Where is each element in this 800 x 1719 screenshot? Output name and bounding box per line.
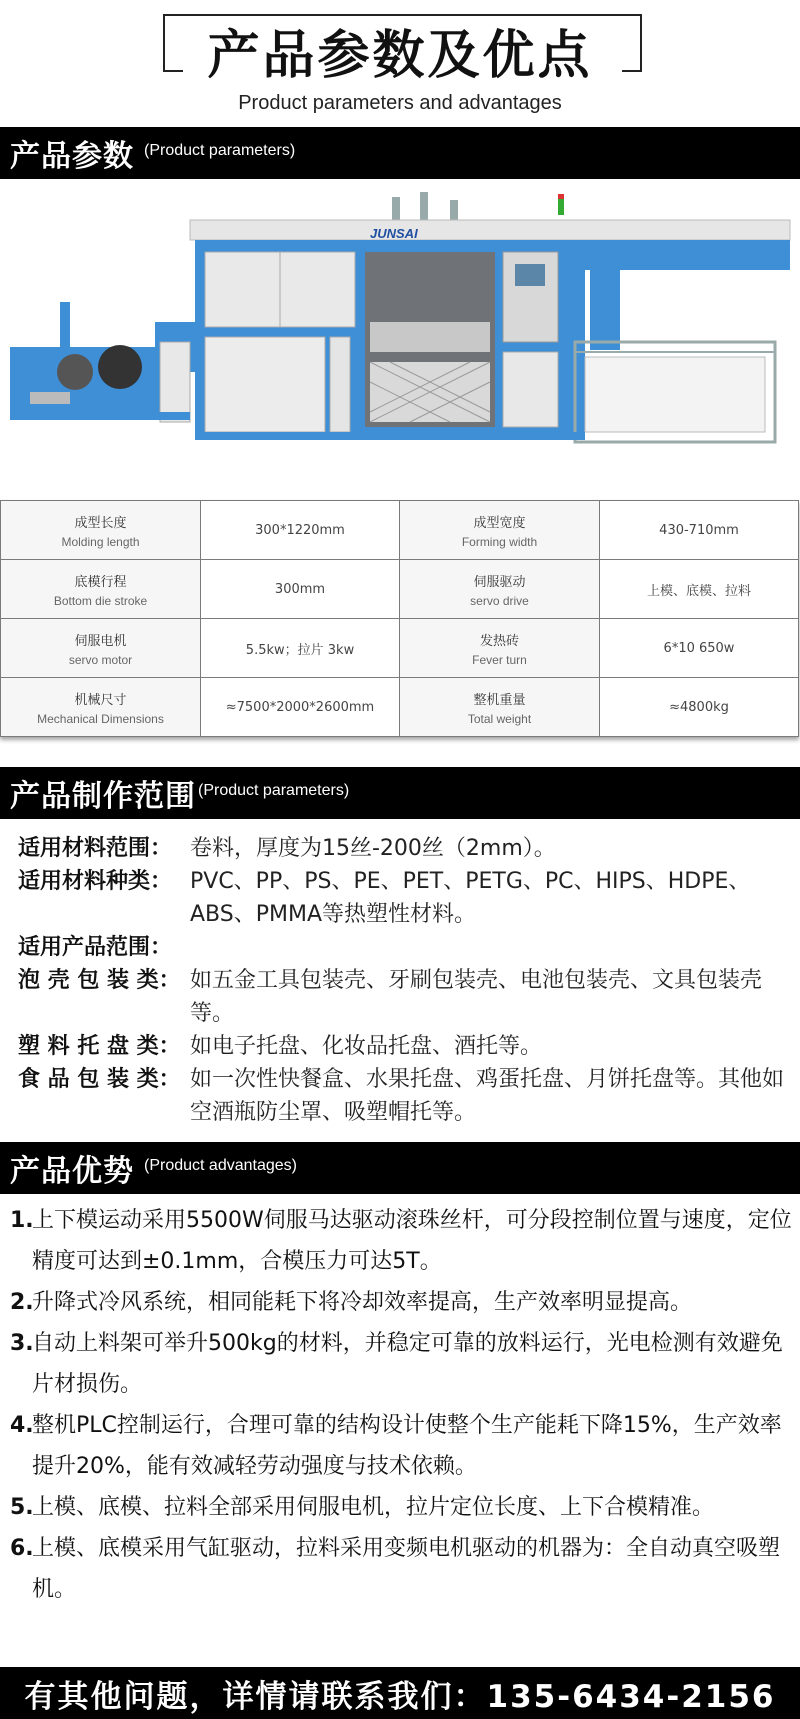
brand-logo: JUNSAI [370, 226, 418, 241]
section-title: 产品参数 [10, 139, 134, 174]
table-cell-value: 6*10 650w [600, 619, 799, 678]
list-item: 适用材料种类： PVC、PP、PS、PE、PET、PETG、PC、HIPS、HDPE、ABS、PMMA等热塑性材料。 [18, 869, 751, 927]
list-item: 1. 上下模运动采用5500W伺服马达驱动滚珠丝杆，可分段控制位置与速度，定位精度可达到±0.1mm，合模压力可达5T。 [10, 1208, 792, 1274]
section-title: 产品制作范围 [10, 779, 196, 814]
table-cell-value: 5.5kw；拉片 3kw [201, 619, 400, 678]
table-cell-value: ≈7500*2000*2600mm [201, 678, 400, 737]
scope-list [18, 832, 798, 1129]
list-item: 泡 壳 包 装 类： 如五金工具包装壳、牙刷包装壳、电池包装壳、文具包装壳等。 [18, 968, 763, 1026]
table-row [1, 560, 799, 619]
table-cell-label: 整机重量 Total weight [400, 678, 600, 737]
list-item: 2. 升降式冷风系统，相同能耗下将冷却效率提高，生产效率明显提高。 [10, 1290, 693, 1315]
table-cell-label: 伺服驱动 servo drive [400, 560, 600, 619]
list-item: 适用材料范围： 卷料，厚度为15丝-200丝（2mm）。 [18, 836, 556, 861]
table-cell-value: 上模、底模、拉料 [600, 560, 799, 619]
table-row [1, 678, 799, 737]
table-row [1, 501, 799, 560]
section-title-en: (Product advantages) [144, 1157, 297, 1174]
table-cell-value: 300mm [201, 560, 400, 619]
section-header-params [0, 127, 800, 179]
section-title-en: (Product parameters) [198, 782, 350, 799]
list-item: 塑 料 托 盘 类： 如电子托盘、化妆品托盘、酒托等。 [18, 1034, 543, 1059]
section-header-scope [0, 767, 800, 819]
table-cell-label: 底模行程 Bottom die stroke [1, 560, 201, 619]
table-row [1, 619, 799, 678]
list-item: 适用产品范围： [18, 935, 173, 960]
section-title: 产品优势 [10, 1154, 134, 1189]
page-header [0, 0, 800, 138]
table-cell-label: 伺服电机 servo motor [1, 619, 201, 678]
page-subtitle: Product parameters and advantages [238, 92, 562, 114]
params-table [0, 500, 799, 737]
list-item: 5. 上模、底模、拉料全部采用伺服电机，拉片定位长度、上下合模精准。 [10, 1495, 715, 1520]
contact-footer: 有其他问题，详情请联系我们：135-6434-2156 [0, 1667, 800, 1719]
table-cell-value: ≈4800kg [600, 678, 799, 737]
table-cell-label: 成型宽度 Forming width [400, 501, 600, 560]
list-item: 4. 整机PLC控制运行，合理可靠的结构设计使整个生产能耗下降15%，生产效率提升20%，能有效减轻劳动强度与技术依赖。 [10, 1413, 782, 1479]
section-title-en: (Product parameters) [144, 142, 296, 159]
machine-photo [0, 192, 800, 492]
table-cell-value: 430-710mm [600, 501, 799, 560]
table-cell-value: 300*1220mm [201, 501, 400, 560]
section-header-advantages [0, 1142, 800, 1194]
page-title: 产品参数及优点 [0, 24, 800, 88]
list-item: 食 品 包 装 类： 如一次性快餐盒、水果托盘、鸡蛋托盘、月饼托盘等。其他如空酒瓶防尘罩、吸塑帽托等。 [18, 1067, 785, 1125]
table-cell-label: 机械尺寸 Mechanical Dimensions [1, 678, 201, 737]
list-item: 6. 上模、底模采用气缸驱动，拉料采用变频电机驱动的机器为：全自动真空吸塑机。 [10, 1536, 781, 1602]
advantages-list [10, 1200, 800, 1610]
table-cell-label: 发热砖 Fever turn [400, 619, 600, 678]
list-item: 3. 自动上料架可举升500kg的材料，并稳定可靠的放料运行，光电检测有效避免片材损伤。 [10, 1331, 783, 1397]
table-cell-label: 成型长度 Molding length [1, 501, 201, 560]
